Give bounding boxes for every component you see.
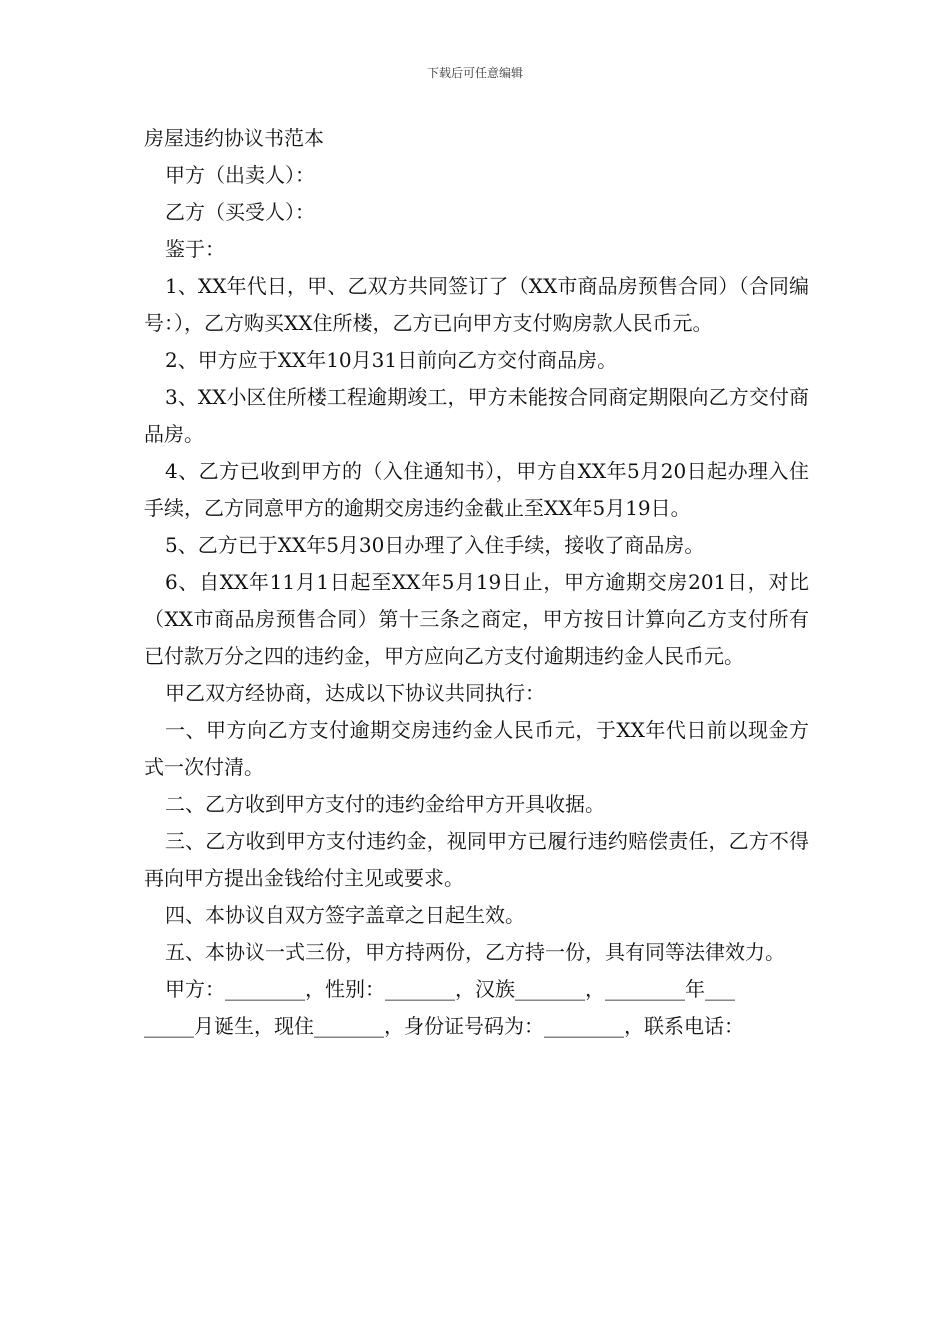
clause-1: 一、甲方向乙方支付逾期交房违约金人民币元，于XX年代日前以现金方式一次付清。 [144,718,809,779]
party-b-line: 乙方（买受人）： [165,200,315,224]
document-body [144,120,809,1045]
recital-1: 1、XX年代日，甲、乙双方共同签订了（XX市商品房预售合同）（合同编号：），乙方购买XX住所楼，乙方已向甲方支付购房款人民币元。 [144,274,809,335]
party-a-line: 甲方（出卖人）： [165,163,315,187]
recital-6: 6、自XX年11月1日起至XX年5月19日止，甲方逾期交房201日，对比（XX市商品房预售合同）第十三条之商定，甲方按日计算向乙方支付所有已付款万分之四的违约金，甲方应向乙方支付逾期违约金人民币元。 [144,570,809,668]
party-info-line-1: 甲方：________，性别：_______，汉族_______，________年___ [165,977,735,1001]
recital-2: 2、甲方应于XX年10月31日前向乙方交付商品房。 [165,348,618,372]
page-header: 下载后可任意编辑 [426,66,523,80]
clause-2: 二、乙方收到甲方支付的违约金给甲方开具收据。 [165,792,605,816]
clause-5: 五、本协议一式三份，甲方持两份，乙方持一份，具有同等法律效力。 [165,940,785,964]
party-info-line-2: _____月诞生，现住_______，身份证号码为：________，联系电话： [144,1014,744,1038]
whereas-heading: 鉴于： [165,237,225,261]
document-title: 房屋违约协议书范本 [144,126,324,150]
recital-4: 4、乙方已收到甲方的（入住通知书），甲方自XX年5月20日起办理入住手续，乙方同意甲方的逾期交房违约金截止至XX年5月19日。 [144,459,809,520]
recital-5: 5、乙方已于XX年5月30日办理了入住手续，接收了商品房。 [165,533,705,557]
clause-3: 三、乙方收到甲方支付违约金，视同甲方已履行违约赔偿责任，乙方不得再向甲方提出金钱给付主见或要求。 [144,829,809,890]
recital-3: 3、XX小区住所楼工程逾期竣工，甲方未能按合同商定期限向乙方交付商品房。 [144,385,809,446]
agreement-intro: 甲乙双方经协商，达成以下协议共同执行： [165,681,545,705]
clause-4: 四、本协议自双方签字盖章之日起生效。 [165,903,525,927]
